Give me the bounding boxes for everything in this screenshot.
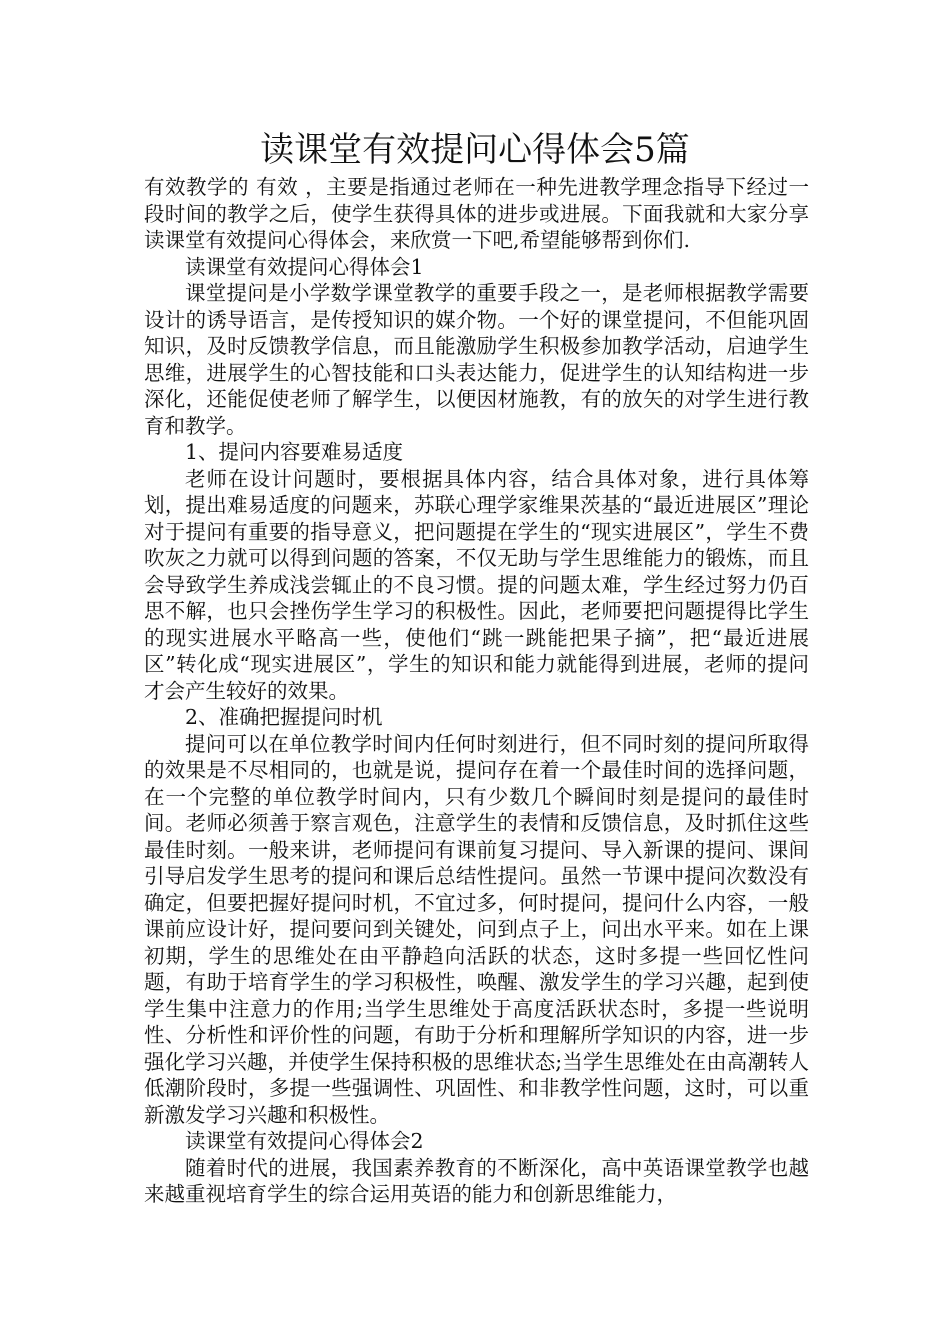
body-paragraph: 随着时代的进展，我国素养教育的不断深化，高中英语课堂教学也越来越重视培育学生的综合运用英语的能力和创新思维能力， (144, 1155, 809, 1206)
section-heading-2: 读课堂有效提问心得体会2 (185, 1129, 424, 1153)
body-paragraph: 老师在设计问题时，要根据具体内容，结合具体对象，进行具体筹划，提出难易适度的问题来，苏联心理学家维果茨基的“最近进展区”理论对于提问有重要的指导意义，把问题提在学生的“现实进展区”，学生不费吹灰之力就可以得到问题的答案，不仅无助与学生思维能力的锻炼，而且会导致学生养成浅尝辄止的不良习惯。提的问题太难，学生经过努力仍百思不解，也只会挫伤学生学习的积极性。因此，老师要把问题提得比学生的现实进展水平略高一些，使他们“跳一跳能把果子摘”，把“最近进展区”转化成“现实进展区”，学生的知识和能力就能得到进展，老师的提问才会产生较好的效果。 (144, 466, 809, 703)
body-paragraph: 课堂提问是小学数学课堂教学的重要手段之一，是老师根据教学需要设计的诱导语言，是传授知识的媒介物。一个好的课堂提问，不但能巩固知识，及时反馈教学信息，而且能激励学生积极参加教学活动，启迪学生思维，进展学生的心智技能和口头表达能力，促进学生的认知结构进一步深化，还能促使老师了解学生，以便因材施教，有的放矢的对学生进行教育和教学。 (144, 281, 809, 438)
subsection-heading-1: 1、提问内容要难易适度 (185, 440, 404, 464)
subsection-heading-2: 2、准确把握提问时机 (185, 705, 383, 729)
document-title: 读课堂有效提问心得体会5篇 (260, 130, 690, 170)
body-paragraph: 提问可以在单位教学时间内任何时刻进行，但不同时刻的提问所取得的效果是不尽相同的，也就是说，提问存在着一个最佳时间的选择问题，在一个完整的单位教学时间内，只有少数几个瞬间时刻是提问的最佳时间。老师必须善于察言观色，注意学生的表情和反馈信息，及时抓住这些最佳时刻。一般来讲，老师提问有课前复习提问、导入新课的提问、课间引导启发学生思考的提问和课后总结性提问。虽然一节课中提问次数没有确定，但要把握好提问时机，不宜过多，何时提问，提问什么内容，一般课前应设计好，提问要问到关键处，问到点子上，问出水平来。如在上课初期，学生的思维处在由平静趋向活跃的状态，这时多提一些回忆性问题，有助于培育学生的学习积极性，唤醒、激发学生的学习兴趣，起到使学生集中注意力的作用;当学生思维处于高度活跃状态时，多提一些说明性、分析性和评价性的问题，有助于分析和理解所学知识的内容，进一步强化学习兴趣，并使学生保持积极的思维状态;当学生思维处在由高潮转人低潮阶段时，多提一些强调性、巩固性、和非教学性问题，这时，可以重新激发学习兴趣和积极性。 (144, 731, 809, 1127)
document-body (144, 174, 809, 1208)
intro-paragraph: 有效教学的 有效 ，主要是指通过老师在一种先进教学理念指导下经过一段时间的教学之后，使学生获得具体的进步或进展。下面我就和大家分享读课堂有效提问心得体会，来欣赏一下吧,希望能够帮到你们. (144, 175, 809, 252)
section-heading-1: 读课堂有效提问心得体会1 (185, 254, 424, 279)
